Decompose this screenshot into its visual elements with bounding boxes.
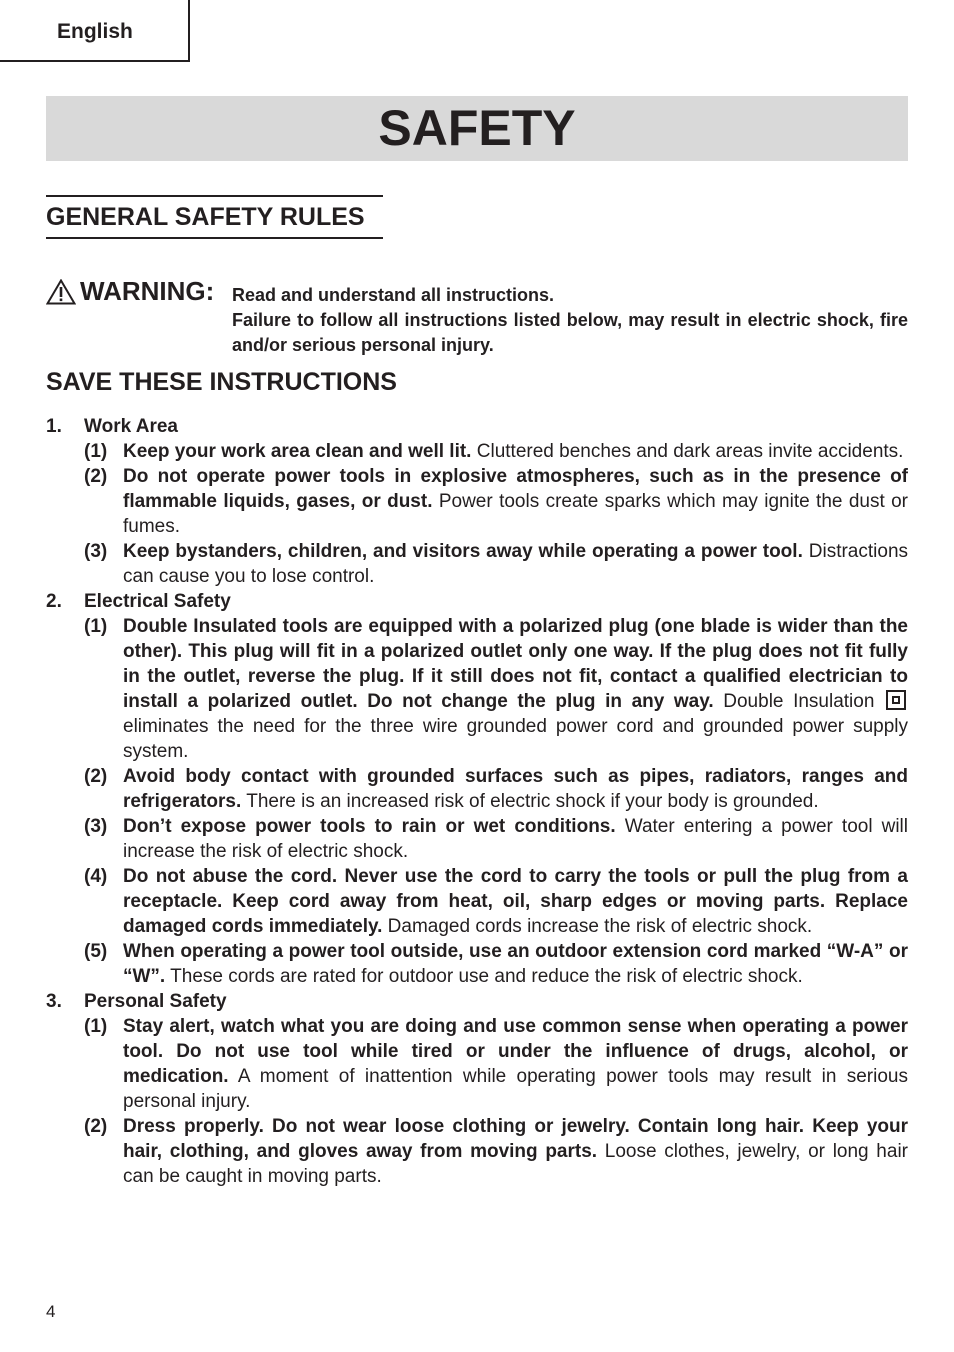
item-number: (5) bbox=[84, 941, 108, 962]
warning-line-2: Failure to follow all instructions listed below, may result in electric shock, fire and/or serious personal injury. bbox=[232, 310, 908, 355]
section-label: Work Area bbox=[84, 416, 178, 437]
item-bold-text: Keep bystanders, children, and visitors away while operating a power tool. bbox=[123, 541, 803, 562]
item-number: (3) bbox=[84, 816, 108, 837]
safety-rules-list bbox=[46, 414, 908, 1189]
warning-text bbox=[232, 283, 908, 358]
item-text: Double Insulation bbox=[713, 691, 875, 712]
section-personal-safety bbox=[46, 989, 908, 1189]
list-item bbox=[46, 439, 908, 464]
list-item bbox=[46, 464, 908, 539]
warning-triangle-icon bbox=[46, 279, 76, 305]
section-title bbox=[46, 589, 908, 614]
language-label: English bbox=[57, 20, 133, 43]
section-electrical-safety bbox=[46, 589, 908, 989]
item-bold-text: Don’t expose power tools to rain or wet conditions. bbox=[123, 816, 616, 837]
item-text: A moment of inattention while operating power tools may result in serious personal injury. bbox=[123, 1066, 908, 1112]
list-item bbox=[46, 539, 908, 589]
section-number: 2. bbox=[46, 591, 62, 612]
language-tab bbox=[0, 0, 190, 62]
item-text-after: eliminates the need for the three wire grounded power cord and grounded power supply system. bbox=[123, 716, 908, 762]
item-text: Water entering a power tool will increase the risk of electric shock. bbox=[123, 816, 909, 862]
section-title bbox=[46, 414, 908, 439]
list-item bbox=[46, 764, 908, 814]
item-number: (3) bbox=[84, 541, 108, 562]
item-bold-text: Dress properly. Do not wear loose clothing or jewelry. Contain long hair. Keep your hair, clothing, and gloves away from moving parts. bbox=[123, 1116, 908, 1162]
section-number: 3. bbox=[46, 991, 62, 1012]
save-instructions-heading: SAVE THESE INSTRUCTIONS bbox=[46, 368, 397, 396]
item-bold-text: Avoid body contact with grounded surfaces such as pipes, radiators, ranges and refrigerators. bbox=[123, 766, 908, 812]
page-number: 4 bbox=[46, 1302, 56, 1321]
item-number: (2) bbox=[84, 1116, 108, 1137]
item-bold-text: Do not operate power tools in explosive atmospheres, such as in the presence of flammable liquids, gases, or dust. bbox=[123, 466, 908, 512]
rules-heading-text: GENERAL SAFETY RULES bbox=[46, 203, 365, 231]
list-item bbox=[46, 614, 908, 764]
item-number: (4) bbox=[84, 866, 108, 887]
item-text: Loose clothes, jewelry, or long hair can be caught in moving parts. bbox=[123, 1141, 908, 1187]
item-bold-text: Keep your work area clean and well lit. bbox=[123, 441, 472, 462]
item-number: (2) bbox=[84, 466, 108, 487]
list-item bbox=[46, 814, 908, 864]
warning-label-text: WARNING: bbox=[80, 276, 215, 306]
item-bold-text: Stay alert, watch what you are doing and use common sense when operating a power tool. Do not use tool while tired or under the influence of drugs, alcohol, or medication. bbox=[123, 1016, 908, 1087]
item-number: (1) bbox=[84, 441, 108, 462]
list-item bbox=[46, 939, 908, 989]
list-item bbox=[46, 1114, 908, 1189]
item-bold-text: Double Insulated tools are equipped with a polarized plug (one blade is wider than the other). This plug will fit in a polarized outlet only one way. If the plug does not fit fully in the outlet, reverse the plug. If it still does not fit, contact a qualified electrician to install a polarized outlet. Do not change the plug in any way. bbox=[123, 616, 908, 712]
item-number: (1) bbox=[84, 616, 108, 637]
item-text: Power tools create sparks which may ignite the dust or fumes. bbox=[123, 491, 908, 537]
section-title bbox=[46, 989, 908, 1014]
item-text: There is an increased risk of electric shock if your body is grounded. bbox=[241, 791, 819, 812]
section-label: Electrical Safety bbox=[84, 591, 231, 612]
page-title: SAFETY bbox=[378, 100, 576, 156]
item-text: Cluttered benches and dark areas invite accidents. bbox=[471, 441, 904, 462]
general-safety-rules-heading bbox=[46, 195, 383, 239]
list-item bbox=[46, 864, 908, 939]
item-number: (2) bbox=[84, 766, 108, 787]
double-insulation-icon bbox=[886, 690, 906, 710]
title-bar bbox=[46, 96, 908, 161]
item-text: Distractions can cause you to lose control. bbox=[123, 541, 909, 587]
warning-label bbox=[46, 276, 214, 307]
list-item bbox=[46, 1014, 908, 1114]
section-number: 1. bbox=[46, 416, 62, 437]
item-text: Damaged cords increase the risk of electric shock. bbox=[382, 916, 813, 937]
item-text: These cords are rated for outdoor use and reduce the risk of electric shock. bbox=[165, 966, 803, 987]
item-bold-text: When operating a power tool outside, use an outdoor extension cord marked “W-A” or “W”. bbox=[123, 941, 908, 987]
warning-line-1: Read and understand all instructions. bbox=[232, 285, 555, 305]
item-number: (1) bbox=[84, 1016, 108, 1037]
section-work-area bbox=[46, 414, 908, 589]
section-label: Personal Safety bbox=[84, 991, 227, 1012]
item-bold-text: Do not abuse the cord. Never use the cord to carry the tools or pull the plug from a receptacle. Keep cord away from heat, oil, sharp edges or moving parts. Replace damaged cords immediately. bbox=[123, 866, 908, 937]
